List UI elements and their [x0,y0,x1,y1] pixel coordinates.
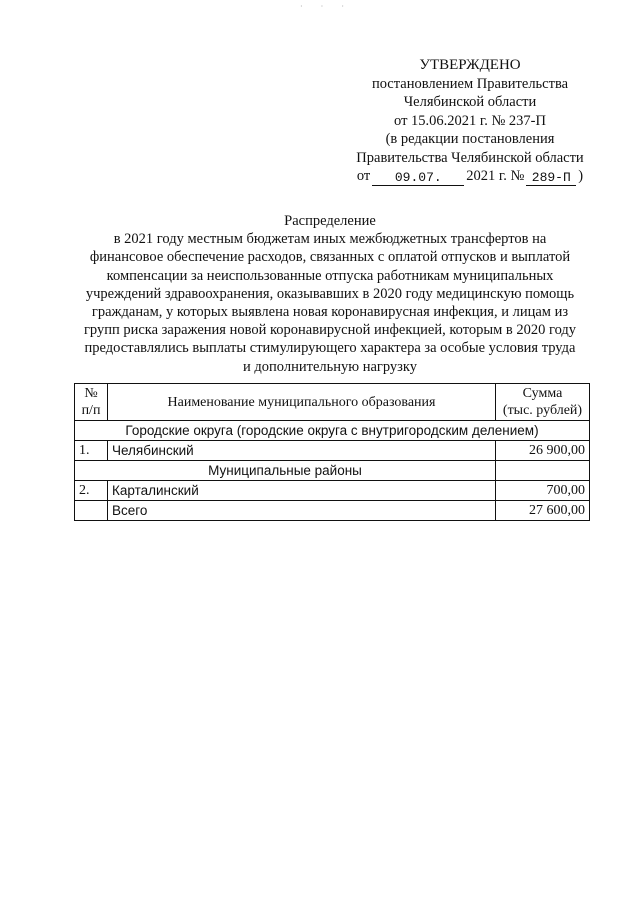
edition-line [330,167,610,186]
row-name: Челябинский [108,441,496,461]
table-header-row [75,384,590,421]
distribution-table [74,383,590,521]
table-section-row [75,461,590,481]
header-sum [496,384,590,421]
heading-title: Распределение [284,213,376,229]
heading-line: учреждений здравоохранения, оказывавших в 2020 году медицинскую помощь [85,285,575,302]
scan-artifact-dots: · · · [300,2,352,11]
table-row [75,481,590,501]
approval-line: Правительства Челябинской области [356,149,584,166]
heading-line: гражданам, у которых выявлена новая коронавирусная инфекция, и лицам из [91,304,569,321]
approval-line: Челябинской области [403,94,537,110]
row-number: 1. [75,441,108,461]
row-sum: 26 900,00 [496,441,590,461]
edition-year: 2021 г. № [466,168,525,184]
header-number [75,384,108,421]
table-total-row [75,501,590,521]
edition-number-field: 289-П [526,170,576,186]
section-municipal-districts: Муниципальные районы [75,461,496,481]
heading-line: предоставлялись выплаты стимулирующего характера за особые условия труда [84,340,576,357]
edition-suffix: ) [578,168,584,184]
approval-line: постановлением Правительства [371,75,569,92]
header-sum-line: (тыс. рублей) [502,403,583,418]
heading-line: компенсации за неиспользованные отпуска работникам муниципальных [106,267,554,284]
empty-cell [496,461,590,481]
header-number-line: п/п [81,403,101,418]
edition-prefix: от [356,168,371,184]
empty-cell [75,501,108,521]
row-name: Карталинский [108,481,496,501]
approval-line: от 15.06.2021 г. № 237-П [394,112,546,129]
table-section-row [75,421,590,441]
row-sum: 700,00 [496,481,590,501]
heading-line: финансовое обеспечение расходов, связанных с оплатой отпусков и выплатой [89,249,571,266]
header-sum-line: Сумма [522,386,563,401]
document-heading [40,212,620,376]
header-name: Наименование муниципального образования [108,384,496,421]
edition-date-field: 09.07. [372,170,464,186]
table-row [75,441,590,461]
approval-stamp [330,56,610,186]
heading-line: в 2021 году местным бюджетам иных межбюджетных трансфертов на [113,231,547,248]
row-number: 2. [75,481,108,501]
header-number-line: № [84,386,98,401]
heading-line: групп риска заражения новой коронавирусной инфекцией, которым в 2020 году [83,322,577,339]
approval-line: (в редакции постановления [385,131,555,147]
total-sum: 27 600,00 [496,501,590,521]
section-city-districts: Городские округа (городские округа с внутригородским делением) [75,421,590,441]
heading-line: и дополнительную нагрузку [243,358,417,375]
total-label: Всего [108,501,496,521]
approval-title: УТВЕРЖДЕНО [419,57,521,73]
